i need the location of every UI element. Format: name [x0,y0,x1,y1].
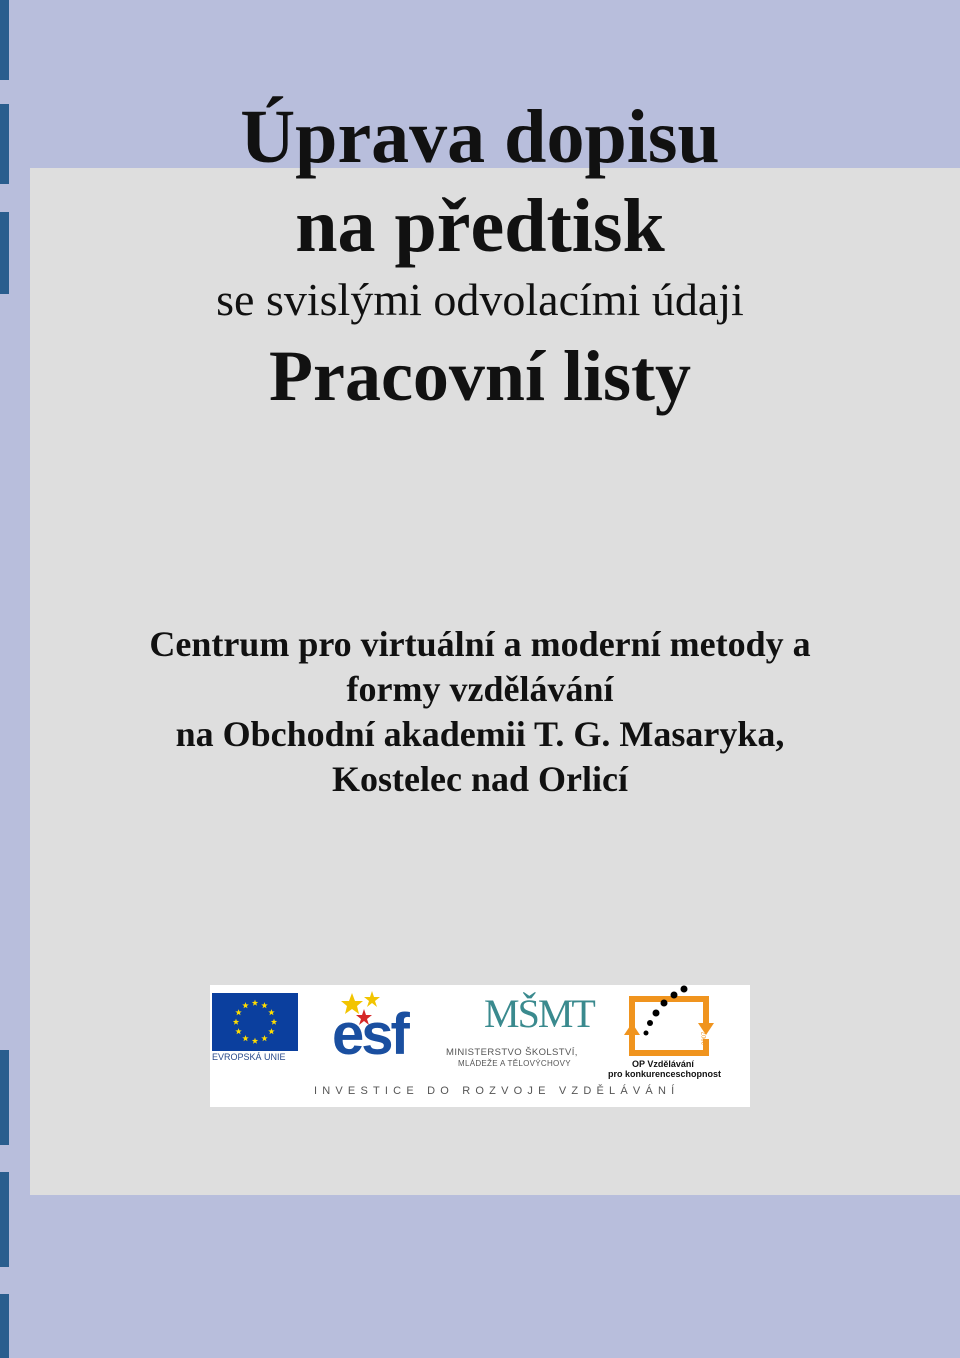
op-caption-2: pro konkurenceschopnost [608,1069,722,1079]
op-vzdelavani-logo [606,985,746,1083]
title-block [0,92,960,422]
funding-logos-strip [210,985,750,1107]
eu-flag-logo [212,993,298,1051]
edge-bar [0,1050,9,1145]
eu-flag-icon [212,993,298,1051]
title-line-2: na předtisk [295,184,665,268]
edge-bar [0,0,9,80]
msmt-caption-1: MINISTERSTVO ŠKOLSTVÍ, [446,1047,578,1058]
op-year: 2007-13 [702,1022,708,1045]
edge-bar [0,1172,9,1267]
institution-line-3: na Obchodní akademii T. G. Masaryka, [175,714,785,754]
institution-line-2: formy vzdělávání [346,669,614,709]
subtitle: se svislými odvolacími údaji [216,274,744,325]
institution-block [0,622,960,802]
worksheet-title: Pracovní listy [269,336,691,416]
investice-tagline: INVESTICE DO ROZVOJE VZDĚLÁVÁNÍ [314,1085,680,1097]
esf-wordmark: esf [332,1002,407,1067]
msmt-wordmark: MŠMT [484,991,594,1036]
institution-line-1: Centrum pro virtuální a moderní metody a [149,624,811,664]
esf-logo [330,991,414,1069]
eu-caption: EVROPSKÁ UNIE [212,1052,286,1062]
title-line-1: Úprava dopisu [240,95,720,179]
msmt-caption-2: MLÁDEŽE A TĚLOVÝCHOVY [458,1059,571,1068]
msmt-logo [446,989,606,1069]
op-caption-1: OP Vzdělávání [632,1059,694,1069]
edge-bar [0,1294,9,1358]
op-arrows-icon [606,985,746,1065]
institution-line-4: Kostelec nad Orlicí [332,759,628,799]
